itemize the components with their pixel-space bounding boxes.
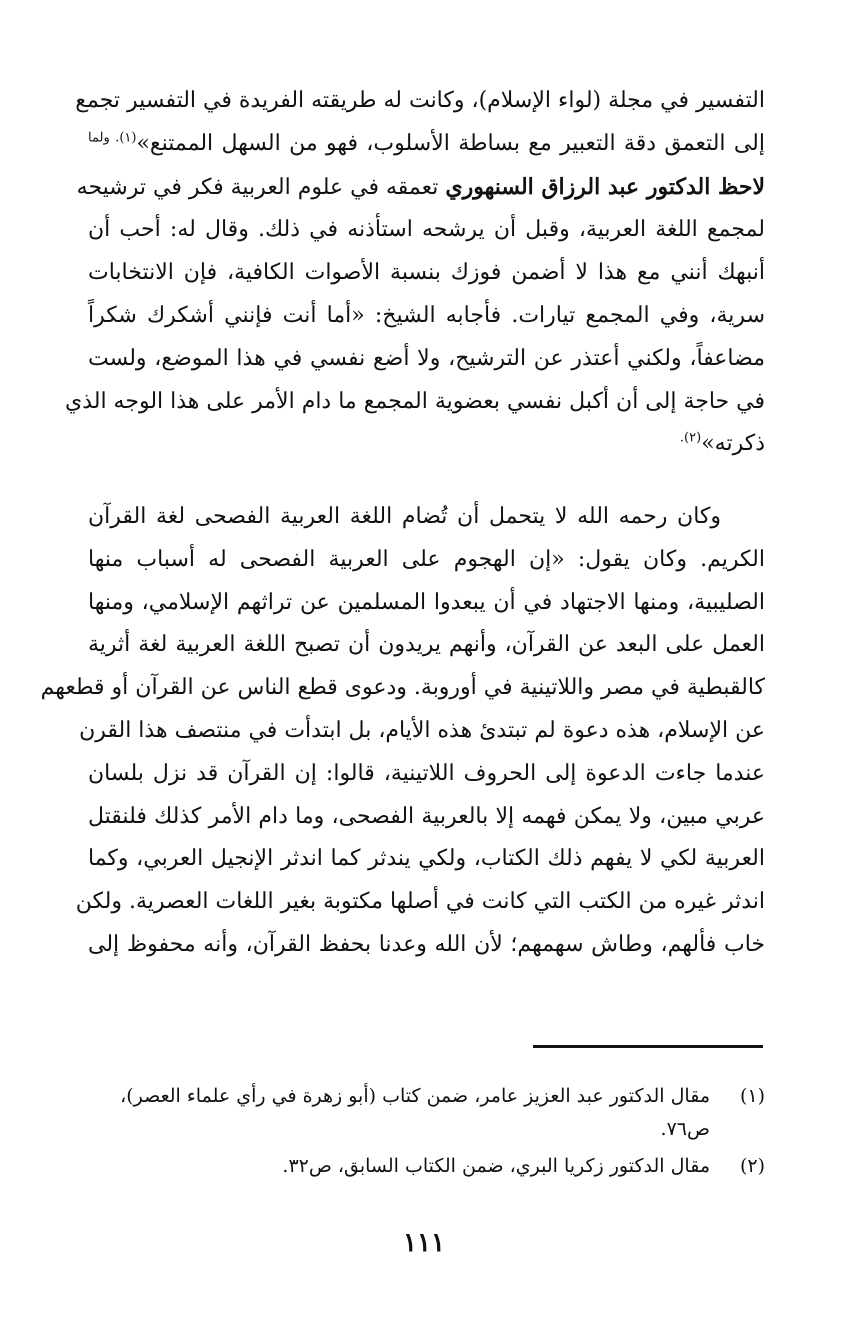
bold-name: لاحظ الدكتور عبد الرزاق السنهوري bbox=[445, 173, 765, 200]
text-line: سرية، وفي المجمع تيارات. فأجابه الشيخ: «أما أنت فإنني أشكرك شكراً bbox=[88, 302, 765, 328]
text-line: خاب فألهم، وطاش سهمهم؛ لأن الله وعدنا بحفظ القرآن، وأنه محفوظ إلى bbox=[88, 931, 765, 957]
text-line: العمل على البعد عن القرآن، وأنهم يريدون أن تصبح اللغة العربية لغة أثرية bbox=[88, 632, 765, 658]
footnote-ref-2: (٢). bbox=[679, 431, 702, 447]
text-segment: ذكرته» bbox=[701, 431, 765, 457]
text-line: وكان رحمه الله لا يتحمل أن تُضام اللغة العربية الفصحى لغة القرآن bbox=[88, 504, 721, 529]
text-line: لمجمع اللغة العربية، وقبل أن يرشحه استأذنه في ذلك. وقال له: أحب أن bbox=[88, 217, 765, 243]
text-line: الصليبية، ومنها الاجتهاد في أن يبعدوا المسلمين عن تراثهم الإسلامي، ومنها bbox=[88, 589, 765, 615]
footnote-1 bbox=[88, 1080, 765, 1146]
footnote-ref-1: (١). ولما bbox=[88, 130, 137, 146]
text-line: أنبهك أنني مع هذا لا أضمن فوزك بنسبة الأصوات الكافية، فإن الانتخابات bbox=[88, 260, 765, 286]
text-line: اندثر غيره من الكتب التي كانت في أصلها مكتوبة بغير اللغات العصرية. ولكن bbox=[75, 889, 765, 915]
footnote-text: مقال الدكتور زكريا البري، ضمن الكتاب السابق، ص٣٢. bbox=[282, 1155, 710, 1177]
text-line: مضاعفاً، ولكني أعتذر عن الترشيح، ولا أضع نفسي في هذا الموضع، ولست bbox=[88, 345, 765, 371]
text-line bbox=[88, 423, 765, 466]
footnote-divider bbox=[533, 1045, 763, 1048]
footnote-2 bbox=[88, 1150, 765, 1183]
paragraph-1 bbox=[64, 80, 766, 466]
footnotes bbox=[88, 1080, 765, 1187]
text-line: عن الإسلام، هذه دعوة لم تبتدئ هذه الأيام، بل ابتدأت في منتصف هذا القرن bbox=[79, 717, 765, 743]
text-line: عندما جاءت الدعوة إلى الحروف اللاتينية، قالوا: إن القرآن قد نزل بلسان bbox=[88, 760, 765, 786]
text-line: العربية لكي لا يفهم ذلك الكتاب، ولكي يندثر كما اندثر الإنجيل العربي، وكما bbox=[88, 846, 765, 872]
text-line: التفسير في مجلة (لواء الإسلام)، وكانت له طريقته الفريدة في التفسير تجمع bbox=[75, 88, 765, 113]
footnote-number: (٢) bbox=[739, 1155, 765, 1177]
text-line: الكريم. وكان يقول: «إن الهجوم على العربية الفصحى له أسباب منها bbox=[88, 546, 765, 572]
footnote-text: مقال الدكتور عبد العزيز عامر، ضمن كتاب (أبو زهرة في رأي علماء العصر)، ص٧٦. bbox=[120, 1085, 710, 1140]
text-line bbox=[76, 166, 765, 210]
footnote-number: (١) bbox=[739, 1085, 765, 1107]
page-number: ١١١ bbox=[403, 1228, 445, 1258]
text-line: في حاجة إلى أن أكبل نفسي بعضوية المجمع ما دام الأمر على هذا الوجه الذي bbox=[64, 388, 765, 414]
text-line: كالقبطية في مصر واللاتينية في أوروبة. ودعوى قطع الناس عن القرآن أو قطعهم bbox=[40, 675, 765, 701]
text-line: عربي مبين، ولا يمكن فهمه إلا بالعربية الفصحى، وما دام الأمر كذلك فلنقتل bbox=[88, 803, 765, 829]
text-segment: إلى التعمق دقة التعبير مع بساطة الأسلوب، فهو من السهل الممتنع» bbox=[136, 130, 766, 156]
paragraph-2 bbox=[40, 496, 765, 967]
text-line bbox=[88, 123, 765, 166]
text-segment: تعمقه في علوم العربية فكر في ترشيحه bbox=[76, 174, 446, 200]
